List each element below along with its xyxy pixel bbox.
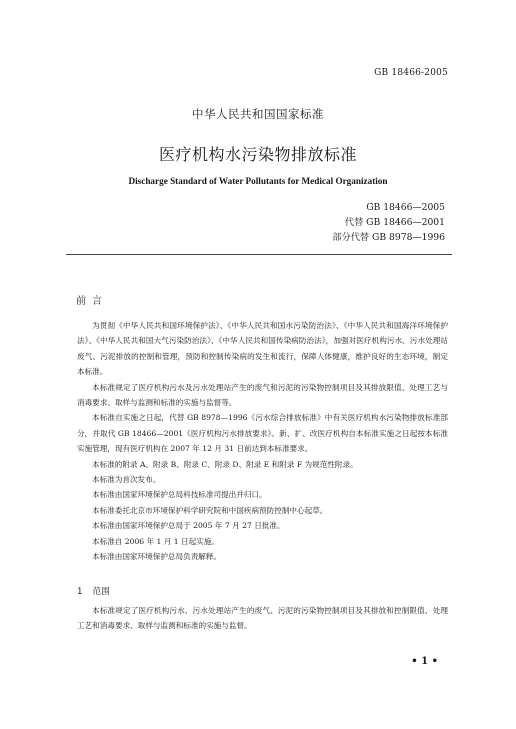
foreword-paragraph: 本标准由国家环境保护总局负责解释。 <box>92 552 222 562</box>
foreword-paragraph: 本标准自 2006 年 1 月 1 日起实施。 <box>92 536 220 546</box>
document-title-english: Discharge Standard of Water Pollutants for Medical Organization <box>128 176 388 186</box>
section-number: 1 <box>77 587 83 597</box>
foreword-paragraph: 本标准委托北京市环境保护科学研究院和中国疾病预防控制中心起草。 <box>92 505 328 515</box>
foreword-body <box>77 318 448 565</box>
standard-codes <box>332 200 445 245</box>
page-number: • 1 • <box>411 656 438 667</box>
foreword-paragraph: 本标准规定了医疗机构污水及污水处理站产生的废气和污泥的污染物控制项目及其排放限值、处理工艺与消毒要求、取样与监测和标准的实施与监督等。 <box>77 382 448 408</box>
foreword-paragraph: 为贯彻《中华人民共和国环境保护法》、《中华人民共和国水污染防治法》、《中华人民共和国海洋环境保护法》、《中华人民共和国大气污染防治法》、《中华人民共和国传染病防治法》，加强对医疗机构污水、污水处理站废气、污泥排放的控制和管理，预防和控制传染病的发生和流行，保障人体健康，维护良好的生态环境，制定本标准。 <box>77 321 448 377</box>
national-standard-label: 中华人民共和国国家标准 <box>192 107 324 121</box>
section-title: 范围 <box>92 587 110 597</box>
header-divider <box>66 254 452 255</box>
foreword-paragraph: 本标准由国家环境保护总局于 2005 年 7 月 27 日批准。 <box>92 521 285 531</box>
scope-heading <box>77 585 120 597</box>
foreword-heading: 前言 <box>76 296 108 307</box>
standard-number-header: GB 18466-2005 <box>374 68 448 78</box>
scope-paragraph: 本标准规定了医疗机构污水、污水处理站产生的废气、污泥的污染物控制项目及其排放和控制限值、处理工艺和消毒要求、取样与监测和标准的实施与监督。 <box>77 606 448 631</box>
foreword-paragraph: 本标准自实施之日起，代替 GB 8978—1996《污水综合排放标准》中有关医疗机构水污染物排放标准部分，并取代 GB 18466—2001《医疗机构污水排放要求》。新、扩、改医疗机构自本标准实施之日起按本标准实施管理，现有医疗机构在 2007 年 12 月 31 日前达到本标准要求。 <box>77 413 448 454</box>
standard-code: GB 18466—2005 <box>366 202 445 213</box>
document-title-chinese: 医疗机构水污染物排放标准 <box>158 145 357 164</box>
partially-replaces-code: 部分代替 GB 8978—1996 <box>332 232 445 243</box>
scope-body <box>77 603 448 634</box>
foreword-paragraph: 本标准的附录 A、附录 B、附录 C、附录 D、附录 E 和附录 F 为规范性附录。 <box>92 459 358 469</box>
replaces-code: 代替 GB 18466—2001 <box>344 217 445 228</box>
foreword-paragraph: 本标准为首次发布。 <box>92 475 161 485</box>
foreword-paragraph: 本标准由国家环境保护总局科技标准司提出并归口。 <box>92 490 267 500</box>
